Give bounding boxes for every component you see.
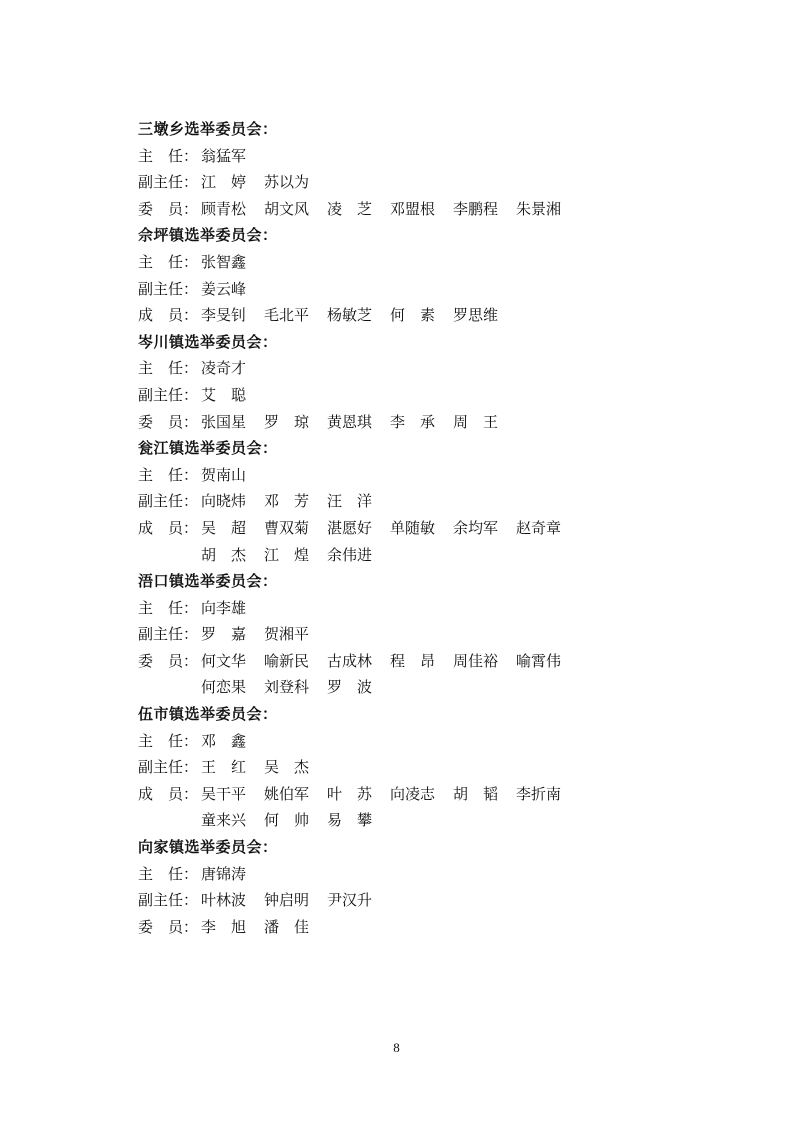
role-label: 副主任： bbox=[138, 891, 199, 910]
member-name: 李折南 bbox=[516, 784, 562, 803]
member-name: 何 素 bbox=[390, 306, 436, 325]
member-name: 吴干平 bbox=[201, 784, 247, 803]
member-name: 凌奇才 bbox=[201, 359, 247, 378]
member-name: 曹双菊 bbox=[264, 518, 310, 537]
role-row bbox=[138, 249, 658, 276]
member-name: 叶 苏 bbox=[327, 784, 373, 803]
member-name: 苏以为 bbox=[264, 173, 310, 192]
role-row bbox=[138, 462, 658, 489]
role-row bbox=[138, 355, 658, 382]
committee-section bbox=[138, 701, 658, 834]
role-label: 主 任： bbox=[138, 465, 199, 484]
member-name: 江 婷 bbox=[201, 173, 247, 192]
member-names bbox=[201, 887, 641, 914]
role-row bbox=[138, 382, 658, 409]
member-name: 黄恩琪 bbox=[327, 412, 373, 431]
committee-section bbox=[138, 116, 658, 222]
committee-section bbox=[138, 834, 658, 940]
role-label: 成 员： bbox=[138, 784, 199, 803]
role-label: 成 员： bbox=[138, 306, 199, 325]
member-name: 姜云峰 bbox=[201, 279, 247, 298]
role-label: 副主任： bbox=[138, 492, 199, 511]
role-row bbox=[138, 595, 658, 622]
member-name: 余伟进 bbox=[327, 545, 373, 564]
member-names bbox=[201, 648, 641, 701]
member-name: 周佳裕 bbox=[453, 651, 499, 670]
member-names bbox=[201, 595, 641, 622]
member-name: 单随敏 bbox=[390, 518, 436, 537]
role-row bbox=[138, 861, 658, 888]
member-names bbox=[201, 302, 641, 329]
member-name: 钟启明 bbox=[264, 891, 310, 910]
member-names bbox=[201, 276, 641, 303]
member-name: 罗 波 bbox=[327, 678, 373, 697]
section-title: 伍市镇选举委员会： bbox=[138, 705, 278, 724]
member-name: 邓 芳 bbox=[264, 492, 310, 511]
role-row bbox=[138, 728, 658, 755]
role-label: 成 员： bbox=[138, 518, 199, 537]
member-names bbox=[201, 462, 641, 489]
member-name: 张智鑫 bbox=[201, 252, 247, 271]
role-row bbox=[138, 621, 658, 648]
member-name: 凌 芝 bbox=[327, 199, 373, 218]
member-name: 罗 嘉 bbox=[201, 625, 247, 644]
member-name: 杨敏芝 bbox=[327, 306, 373, 325]
member-name: 周 王 bbox=[453, 412, 499, 431]
role-row bbox=[138, 488, 658, 515]
member-name: 顾青松 bbox=[201, 199, 247, 218]
member-name: 李 旭 bbox=[201, 917, 247, 936]
member-names bbox=[201, 488, 641, 515]
member-names bbox=[201, 169, 641, 196]
section-title: 三墩乡选举委员会： bbox=[138, 120, 278, 138]
section-title: 向家镇选举委员会： bbox=[138, 838, 278, 857]
member-name: 李 承 bbox=[390, 412, 436, 431]
role-row bbox=[138, 196, 658, 223]
member-name: 邓 鑫 bbox=[201, 731, 247, 750]
member-name: 湛愿好 bbox=[327, 518, 373, 537]
member-name: 向李雄 bbox=[201, 598, 247, 617]
role-row bbox=[138, 276, 658, 303]
member-names bbox=[201, 515, 641, 568]
member-name: 喻霄伟 bbox=[516, 651, 562, 670]
member-name: 贺湘平 bbox=[264, 625, 310, 644]
member-name: 李鹏程 bbox=[453, 199, 499, 218]
role-label: 主 任： bbox=[138, 359, 199, 378]
member-name: 艾 聪 bbox=[201, 385, 247, 404]
member-name: 罗思维 bbox=[453, 306, 499, 325]
member-name: 罗 琼 bbox=[264, 412, 310, 431]
role-label: 主 任： bbox=[138, 146, 199, 165]
member-names bbox=[201, 754, 641, 781]
member-name: 唐锦涛 bbox=[201, 864, 247, 883]
member-name: 汪 洋 bbox=[327, 492, 373, 511]
member-names bbox=[201, 861, 641, 888]
role-row bbox=[138, 302, 658, 329]
member-name: 古成林 bbox=[327, 651, 373, 670]
committee-list bbox=[138, 116, 658, 940]
role-label: 委 员： bbox=[138, 412, 199, 431]
role-label: 副主任： bbox=[138, 385, 199, 404]
member-name: 胡 杰 bbox=[201, 545, 247, 564]
member-name: 喻新民 bbox=[264, 651, 310, 670]
committee-section bbox=[138, 568, 658, 701]
member-name: 翁猛军 bbox=[201, 146, 247, 165]
member-names bbox=[201, 249, 641, 276]
section-title: 浯口镇选举委员会： bbox=[138, 572, 278, 591]
page-number: 8 bbox=[393, 1040, 400, 1055]
role-row bbox=[138, 169, 658, 196]
member-name: 向晓炜 bbox=[201, 492, 247, 511]
section-title: 佘坪镇选举委员会： bbox=[138, 226, 278, 245]
role-row bbox=[138, 781, 658, 834]
member-name: 李旻钊 bbox=[201, 306, 247, 325]
member-name: 向凌志 bbox=[390, 784, 436, 803]
role-row bbox=[138, 515, 658, 568]
member-name: 何 帅 bbox=[264, 811, 310, 830]
role-row bbox=[138, 409, 658, 436]
member-names bbox=[201, 914, 641, 941]
member-name: 易 攀 bbox=[327, 811, 373, 830]
member-name: 潘 佳 bbox=[264, 917, 310, 936]
member-name: 吴 超 bbox=[201, 518, 247, 537]
member-names bbox=[201, 355, 641, 382]
member-names bbox=[201, 143, 641, 170]
member-name: 程 昂 bbox=[390, 651, 436, 670]
role-label: 委 员： bbox=[138, 917, 199, 936]
role-label: 副主任： bbox=[138, 173, 199, 192]
member-name: 毛北平 bbox=[264, 306, 310, 325]
role-label: 主 任： bbox=[138, 252, 199, 271]
section-title: 岑川镇选举委员会： bbox=[138, 332, 278, 351]
member-name: 何文华 bbox=[201, 651, 247, 670]
member-names bbox=[201, 409, 641, 436]
committee-section bbox=[138, 435, 658, 568]
member-name: 贺南山 bbox=[201, 465, 247, 484]
role-row bbox=[138, 887, 658, 914]
role-row bbox=[138, 648, 658, 701]
role-row bbox=[138, 143, 658, 170]
member-name: 朱景湘 bbox=[516, 199, 562, 218]
role-row bbox=[138, 914, 658, 941]
member-name: 姚伯军 bbox=[264, 784, 310, 803]
committee-section bbox=[138, 329, 658, 435]
member-name: 尹汉升 bbox=[327, 891, 373, 910]
role-label: 主 任： bbox=[138, 598, 199, 617]
role-label: 副主任： bbox=[138, 758, 199, 777]
role-label: 副主任： bbox=[138, 279, 199, 298]
role-label: 主 任： bbox=[138, 864, 199, 883]
member-names bbox=[201, 728, 641, 755]
member-name: 张国星 bbox=[201, 412, 247, 431]
member-names bbox=[201, 382, 641, 409]
member-names bbox=[201, 621, 641, 648]
member-name: 胡文风 bbox=[264, 199, 310, 218]
committee-section bbox=[138, 222, 658, 328]
role-label: 委 员： bbox=[138, 199, 199, 218]
member-name: 邓盟根 bbox=[390, 199, 436, 218]
role-label: 委 员： bbox=[138, 651, 199, 670]
role-row bbox=[138, 754, 658, 781]
section-title: 瓮江镇选举委员会： bbox=[138, 439, 278, 458]
member-name: 江 煌 bbox=[264, 545, 310, 564]
role-label: 副主任： bbox=[138, 625, 199, 644]
member-name: 何恋果 bbox=[201, 678, 247, 697]
member-name: 童来兴 bbox=[201, 811, 247, 830]
member-name: 赵奇章 bbox=[516, 518, 562, 537]
member-name: 王 红 bbox=[201, 758, 247, 777]
member-name: 叶林波 bbox=[201, 891, 247, 910]
member-name: 吴 杰 bbox=[264, 758, 310, 777]
member-name: 胡 韬 bbox=[453, 784, 499, 803]
member-names bbox=[201, 196, 641, 223]
member-names bbox=[201, 781, 641, 834]
member-name: 余均军 bbox=[453, 518, 499, 537]
member-name: 刘登科 bbox=[264, 678, 310, 697]
role-label: 主 任： bbox=[138, 731, 199, 750]
